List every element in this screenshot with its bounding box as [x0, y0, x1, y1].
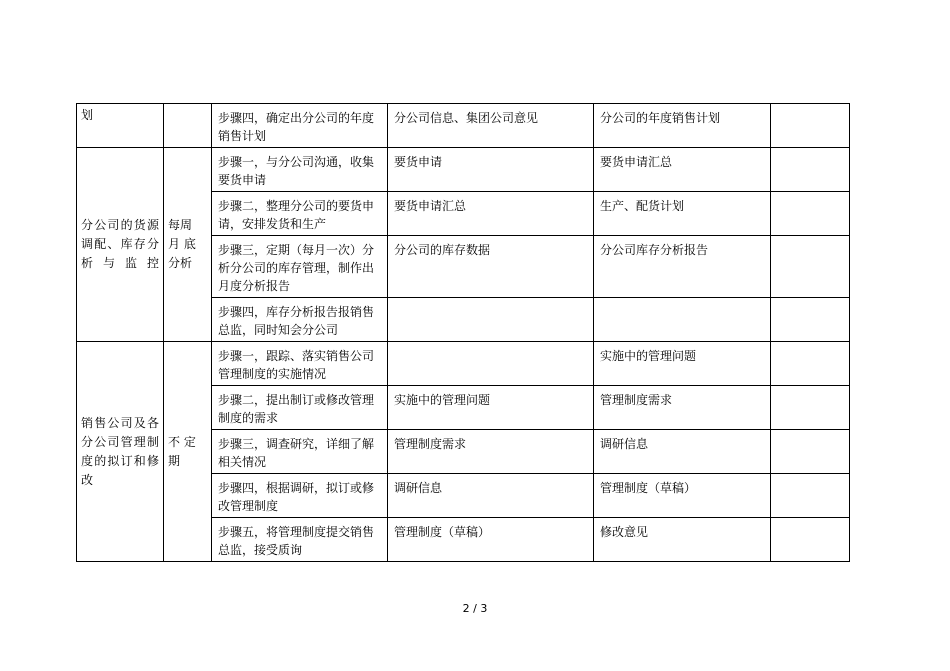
input-cell: 管理制度需求 [388, 430, 594, 474]
frequency-cell [164, 148, 212, 342]
step-cell: 步骤三，定期（每月一次）分析分公司的库存管理，制作出月度分析报告 [212, 236, 388, 298]
frequency-text: 不 定 [168, 434, 196, 449]
input-cell: 要货申请汇总 [388, 192, 594, 236]
note-cell [771, 474, 850, 518]
input-cell: 调研信息 [388, 474, 594, 518]
note-cell [771, 192, 850, 236]
frequency-cell [164, 104, 212, 148]
stage-cell: 销售公司及各分公司管理制度的拟订和修改 [77, 342, 164, 562]
step-cell: 步骤三，调查研究，详细了解相关情况 [212, 430, 388, 474]
note-cell [771, 342, 850, 386]
table-row [77, 104, 850, 148]
output-cell: 修改意见 [594, 518, 771, 562]
note-cell [771, 148, 850, 192]
input-cell: 分公司的库存数据 [388, 236, 594, 298]
output-cell: 要货申请汇总 [594, 148, 771, 192]
output-cell: 生产、配货计划 [594, 192, 771, 236]
input-cell [388, 298, 594, 342]
frequency-text: 月 底 [168, 237, 196, 251]
step-cell: 步骤四，库存分析报告报销售总监，同时知会分公司 [212, 298, 388, 342]
note-cell [771, 236, 850, 298]
output-cell: 分公司的年度销售计划 [594, 104, 771, 148]
output-cell: 实施中的管理问题 [594, 342, 771, 386]
input-cell [388, 342, 594, 386]
input-cell: 分公司信息、集团公司意见 [388, 104, 594, 148]
step-cell: 步骤一，与分公司沟通，收集要货申请 [212, 148, 388, 192]
step-cell: 步骤四，根据调研，拟订或修改管理制度 [212, 474, 388, 518]
output-cell [594, 298, 771, 342]
output-cell: 管理制度（草稿） [594, 474, 771, 518]
step-cell: 步骤二，提出制订或修改管理制度的需求 [212, 386, 388, 430]
frequency-text: 分析 [168, 256, 193, 270]
note-cell [771, 298, 850, 342]
table-row [77, 148, 850, 192]
input-cell: 实施中的管理问题 [388, 386, 594, 430]
note-cell [771, 430, 850, 474]
input-cell: 管理制度（草稿） [388, 518, 594, 562]
note-cell [771, 386, 850, 430]
output-cell: 调研信息 [594, 430, 771, 474]
stage-cell: 划 [77, 104, 164, 148]
step-cell: 步骤一，跟踪、落实销售公司管理制度的实施情况 [212, 342, 388, 386]
input-cell: 要货申请 [388, 148, 594, 192]
frequency-text: 期 [168, 453, 181, 468]
output-cell: 分公司库存分析报告 [594, 236, 771, 298]
table-row [77, 342, 850, 386]
page-number: 2 / 3 [462, 602, 488, 615]
step-cell: 步骤五，将管理制度提交销售总监，接受质询 [212, 518, 388, 562]
note-cell [771, 104, 850, 148]
note-cell [771, 518, 850, 562]
output-cell: 管理制度需求 [594, 386, 771, 430]
frequency-text: 每周 [168, 218, 193, 232]
step-cell: 步骤二，整理分公司的要货申请，安排发货和生产 [212, 192, 388, 236]
step-cell: 步骤四，确定出分公司的年度销售计划 [212, 104, 388, 148]
stage-cell: 分公司的货源调配、库存分析与监控 [77, 148, 164, 342]
frequency-cell [164, 342, 212, 562]
process-table [76, 103, 850, 562]
